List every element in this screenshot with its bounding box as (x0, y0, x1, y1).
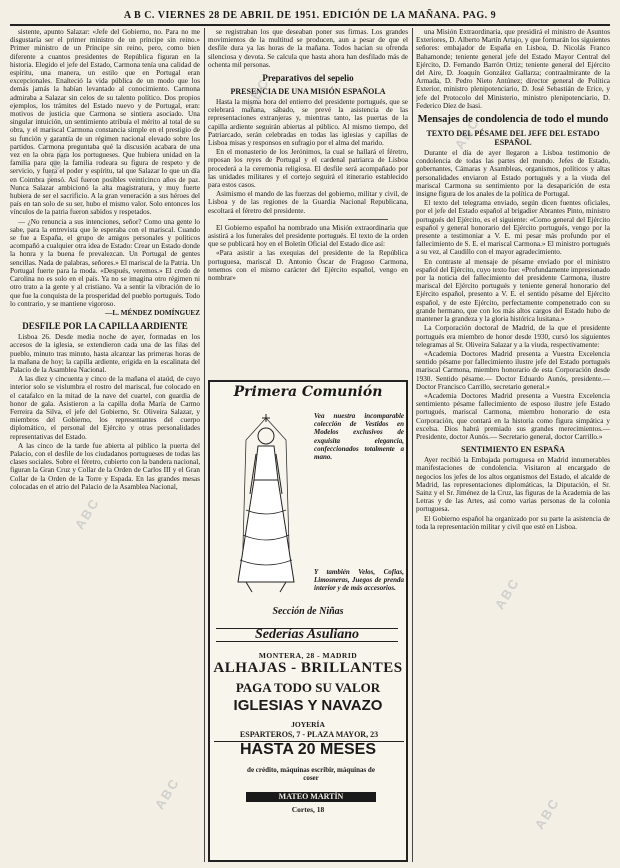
ad-brand: IGLESIAS Y NAVAZO (233, 697, 383, 714)
section-heading: Preparativos del sepelio (262, 73, 354, 84)
ad-copy: Y también Velos, Cofias, Limosneras, Juegos de prenda interior y de más accesorios. (314, 568, 404, 593)
watermark-stamp: ABC (151, 775, 183, 812)
article-paragraph: Hasta la misma hora del entierro del presidente portugués, que se celebrará mañana, sábado, se prevé la asistencia de las representaciones extranjeras y, mientras tanto, las puertas de la capilla ardiente seguirán abiertas al público. Al mismo tiempo, del Patriarcado, serán celebradas en todas las iglesias y capillas de Lisboa misas y responsos en sufragio por el alma del marido. (208, 98, 408, 148)
watermark-stamp: ABC (451, 115, 483, 152)
newspaper-page (10, 6, 610, 862)
ad-address: Cortes, 18 (291, 805, 325, 814)
article-paragraph: A las diez y cincuenta y cinco de la mañana el ataúd, de cuyo interior solo se vislumbra el rostro del mariscal, fue colocado en el catafalco en la mitad de la nave del cuartel, con guardia de honor de gala. Asistieron a la capilla doña María de Carmo Ferreira da Silva, el jefe del Gobierno, Sr. Oliveira Salazar, y miembros del Gobierno, los representantes del cuerpo diplomático, el personal del Ejército y otras personalidades representativas del Estado. (10, 375, 200, 441)
separator (228, 219, 388, 220)
ad-label: JOYERÍA (291, 720, 325, 729)
section-subheading: PRESENCIA DE UNA MISIÓN ESPAÑOLA (230, 87, 386, 97)
watermark-stamp: ABC (491, 575, 523, 612)
ad-address: MONTERA, 28 - MADRID (258, 651, 358, 660)
section-heading: SENTIMIENTO EN ESPAÑA (461, 445, 565, 455)
column-3 (416, 28, 610, 862)
watermark-stamp: ABC (241, 75, 273, 112)
column-1 (10, 28, 200, 862)
communion-girl-illustration (216, 410, 316, 600)
article-paragraph: A las cinco de la tarde fue abierta al público la puerta del Palacio, con el desfile de los ciudadanos portugueses de todas las clases sociales. Sobre el féretro, cubierto con la bandera nacional, figuran la Gran Cruz y Collar de la Orden de Carlos III y el Gran Collar de la Orden de la Torre y Espada. En las grandes mesas colocadas en el atrio del Palacio de la Asamblea Nacional, (10, 441, 200, 491)
columns (10, 28, 610, 862)
article-paragraph: El Gobierno español ha nombrado una Misión extraordinaria que asistirá a los funerales del presidente portugués. El texto de la orden que se publicará hoy en el Boletín Oficial del Estado dice así: (208, 223, 408, 249)
article-paragraph: «Para asistir a las exequias del presidente de la República portuguesa, mariscal D. Antonio Óscar de Fragoso Carmona, tenemos con el mismo carácter del Ejército español, vengo en nombrar» (208, 249, 408, 283)
article-paragraph: Lisboa 26. Desde media noche de ayer, formadas en los accesos de la iglesia, se extendieron cada una de las filas del pueblo, minuto tras minuto, hasta alcanzar las primeras horas de la mañana de hoy; la capilla ardiente, erigida en la escalinata del Palacio de la Asamblea Nacional. (10, 333, 200, 374)
article-paragraph: Durante el día de ayer llegaron a Lisboa testimonio de condolencia de todas las partes del mundo. Jefes de Estado, gobernantes, Cámaras y Asambleas, organismos, políticos y altas personalidades enviaron al Estado portugués y a la viuda del mariscal Carmona su sentimiento por la desaparición de esta insigne figura de los anales de la política de Portugal. (416, 149, 610, 199)
ad-copy: de crédito, máquinas escribir, máquinas de coser (247, 766, 375, 782)
article-paragraph: se registraban los que deseaban poner sus firmas. Los grandes movimientos de la multitud se producen, aun a pesar de que el desfile dura ya las horas de la mañana. Todos hacían su ofrenda silenciosa y devota. Se calcula que hasta ahora han desfilado más de ochenta mil personas. (208, 28, 408, 69)
section-heading: DESFILE POR LA CAPILLA ARDIENTE (22, 321, 188, 332)
header-text: A B C. VIERNES 28 DE ABRIL DE 1951. EDICIÓN DE LA MAÑANA. PAG. 9 (123, 9, 497, 21)
ad-title: Primera Comunión (233, 384, 383, 400)
article-paragraph: «Academia Doctores Madrid presenta a Vuestra Excelencia sentimiento pésame fallecimiento de esposo ilustre jefe Estado portugués, mariscal Carmona, miembro honorario de esta Corporación, que contará en la historia como figura simpática y excelsa. Dios habrá premiado sus grandes merecimientos.— Presidente, doctor Aunós.— Secretario general, doctor Carrillo.» (416, 391, 610, 441)
column-divider (412, 28, 413, 862)
article-paragraph: sistente, apunto Salazar: «Jefe del Gobierno, no. Para no me disgustaría ser el primer ministro de un príncipe sin reino.» Primer ministro de un Príncipe sin reino, pero, como bien diferente a cuantos presidentes de República figuran en la historia. Elegido el jefe del Estado, Carmona tenía una calidad de espíritu, una manera, un estilo que en Portugal eran excepcionales. Enalteció la vida pública de un modo que los demás jamás la habían levantado al conocimiento. Carmona admiraba a Salazar sin celos de su talento político. Dos propios ejemplos, los trámites del Estado nuevo y de Portugal, eran: motivos de justicia que Carmona se sintiera asociado. Una singular intuición, un sentimiento atribuía el mérito al total de su obra, y el mariscal Carmona constancia simple en el prestigio de su función y garantía de un régimen nacional elevado sobre los partidos. Carmona preguntaba qué la discusión acabara de una vez en la obra para los portugueses. Que hubiera unidad en la familia para que la familia rodeara su figura de respeto y de servicio, y fuera el poder y espíritu, tal que Salazar lo que un día en Coimbra pensó. Así fueron posibles veinticinco años de paz. Nunca Salazar ambicionó la alta magistratura, y muy fuerte hubiera de ser el sacrificio. A la gran veneración a sus héroes del país en tan solo de su ser, hubo el mismo valor. Solo entonces los vínculos de la patria fueron sabidos y respetados. (10, 28, 200, 217)
article-paragraph: — ¿No renuncia a sus intenciones, señor? Como una gente lo sabe, para la entrevista que le esperaba con el mariscal. Cuando se fue a España, el grupo de amigos personales y políticos acompañó a cualquier otra idea de Estado: Crear un Estado donde la honra y la buena fe prevalezcan. Un Portugal de gentes sencillas. Nada de palabras, señores.» El mariscal de la Patria. Un Portugal fuerte para la moda. «Después, veremos.» El credo de Carolina no es solo en el país. Ya no se imagina otro régimen ni otro trato a la gente y al cristiano. Va a sentir la vibración de lo que fue la conquista de la prosperidad del pueblo portugués. Todo lo contrario, y se mantiene vigoroso. (10, 217, 200, 308)
column-2 (208, 28, 408, 862)
section-heading: Mensajes de condolencia de todo el mundo (417, 114, 609, 126)
article-paragraph: En el monasterio de los Jerónimos, la cual se hallará el féretro, reposan los reyes de Portugal y el cardenal patriarca de Lisboa procederá a la ceremonia religiosa. El desfile será acompañado por las unidades militares y el cortejo seguirá el itinerario establecido para estos casos. (208, 148, 408, 190)
ad-headline: PAGA TODO SU VALOR (235, 680, 381, 695)
ad-headline: HASTA 20 MESES (239, 741, 377, 758)
ad-address: ESPARTEROS, 7 - PLAZA MAYOR, 23 (214, 731, 404, 742)
ad-copy: Vea nuestra incomparable colección de Vestidos en Modelos exclusivos de exquisita elegancia, confeccionados totalmente a mano. (314, 412, 404, 462)
ad-brand: Sederías Asuliano (216, 628, 398, 642)
watermark-stamp: ABC (41, 145, 73, 182)
ad-brand: MATEO MARTÍN (246, 792, 376, 802)
article-paragraph: Ayer recibió la Embajada portuguesa en Madrid innumerables manifestaciones de condolencia. Visitaron al encargado de negocios los jefes de los altos organismos del Estado, el alcalde de Madrid, las representaciones diplomáticas, la Diputación, el Sr. Sainz y el Sr. Jiménez de la Cruz, las figuras de la Academia de las Letras y de las Artes, así como varias personas de la colonia portuguesa. (416, 456, 610, 514)
advertisement (208, 380, 408, 862)
column-divider (204, 28, 205, 862)
watermark-stamp: ABC (531, 795, 563, 832)
ad-section-label: Sección de Niñas (272, 606, 344, 617)
article-paragraph: El texto del telegrama enviado, según dicen fuentes oficiales, por el jefe del Estado español al brigadier Abrantes Pinto, ministro portugués del Ejército, es el siguiente: «Como general del Ejército español y general honorario del Ejército portugués, vengo por la presente a testimoniar a V. E. mi pesar más profundo por el fallecimiento de S. E. el mariscal Carmona.» El ministro portugués a su vez, al Caudillo con el mayor agradecimiento. (416, 199, 610, 257)
article-paragraph: El Gobierno español ha organizado por su parte la asistencia de toda la representación militar y civil que esté en Lisboa. (416, 514, 610, 531)
page-header (10, 6, 610, 26)
article-paragraph: En contraste al mensaje de pésame enviado por el ministro español del Ejército, cuyo texto fue: «Profundamente impresionado por la noticia del fallecimiento del presidente Carmona, ilustre mariscal del Ejército portugués y teniente general honorario del Ejército español, presento a V. E. el sentido pésame del Ejército español, y de este Ejército, perfectamente compenetrado con su grande hermano, que con los más altos cargos del Estado hubo de mantener la grandeza y la gloria histórica lusitana.» (416, 257, 610, 324)
watermark-stamp: ABC (71, 495, 103, 532)
article-paragraph: La Corporación doctoral de Madrid, de la que el presidente portugués era miembro de honor desde 1930, cursó los siguientes telegramas al Sr. Oliveira Salazar y a la viuda, respectivamente: (416, 324, 610, 349)
author-signature: —L. MÉNDEZ DOMÍNGUEZ (105, 308, 200, 317)
article-paragraph: Asimismo el mando de las fuerzas del gobierno, militar y civil, de Lisboa y de las regiones de la Guardia Nacional Republicana, escoltará el féretro del presidente. (208, 190, 408, 215)
article-paragraph: una Misión Extraordinaria, que presidirá el ministro de Asuntos Exteriores, D. Alberto Martín Artajo, y que formarán los siguientes señores: embajador de España en Lisboa, D. Nicolás Franco Bahamonde; teniente general jefe del Estado Mayor Central del Ejército, D. Fernando Barrón Ortiz; teniente general del Ejército del Aire, D. Joaquín González Gallarza; contraalmirante de la Armada, D. Pedro Nieto Antúnez; director general de Política Exterior, ministro plenipotenciario, D. José Sebastián de Erice, y jefe del Protocolo del Ministerio, ministro plenipotenciario, D. Federico Díez de Isasi. (416, 28, 610, 110)
section-subheading: TEXTO DEL PÉSAME DEL JEFE DEL ESTADO ESPAÑOL (426, 129, 600, 148)
article-paragraph: «Academia Doctores Madrid presenta a Vuestra Excelencia sentido pésame por fallecimiento ilustre jefe del Estado portugués mariscal Carmona, miembro honorario de esta Corporación desde 1930. Sentido pésame.— Doctor Eduardo Aunós, presidente.— Doctor Francisco Carrillo, secretario general.» (416, 349, 610, 391)
ad-headline: ALHAJAS - BRILLANTES (213, 660, 403, 676)
